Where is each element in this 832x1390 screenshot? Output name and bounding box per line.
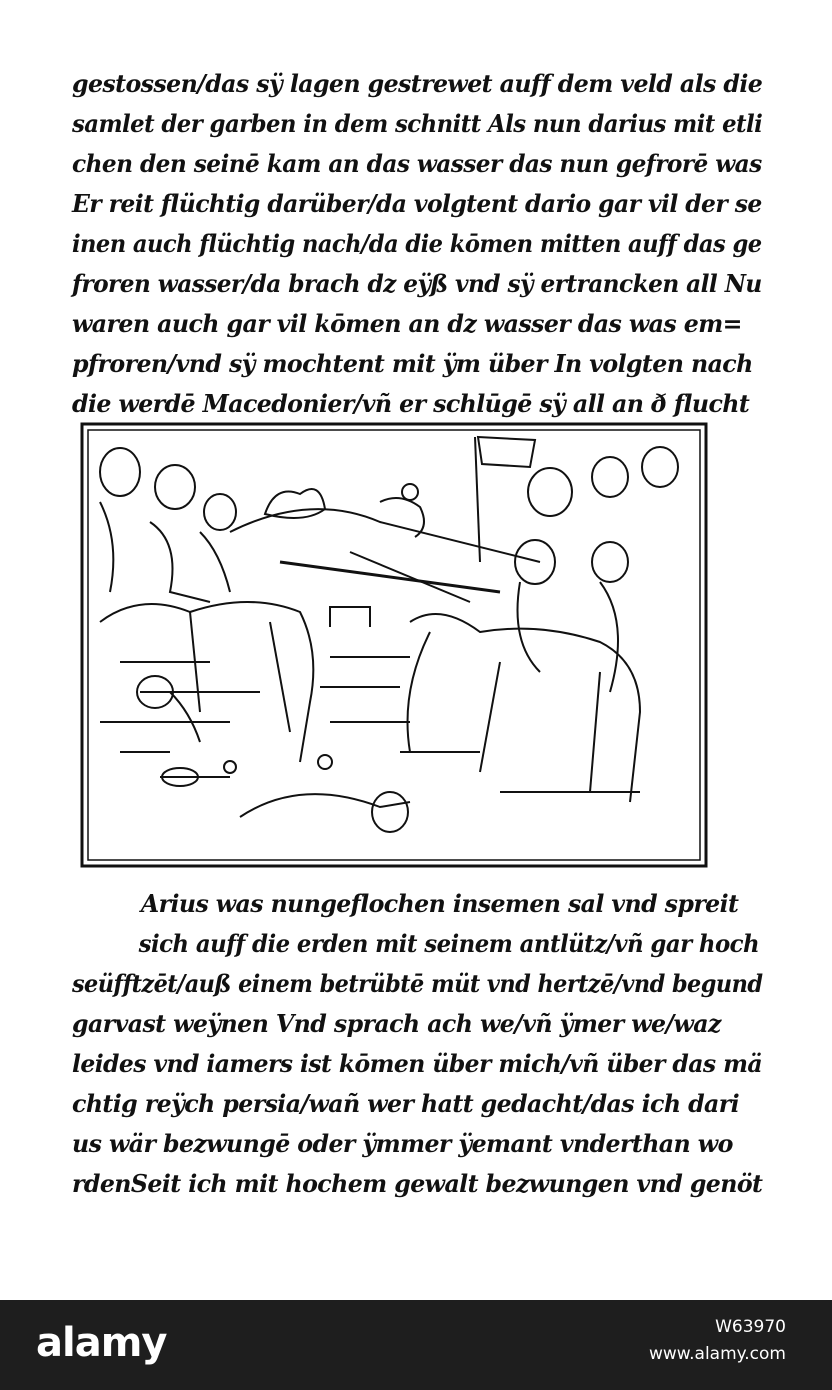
text-line: die werdē Macedonier/vñ er schlūgē sÿ all an ð flucht (72, 389, 750, 418)
text-line: gestossen/das sÿ lagen gestrewet auff dem veld als die (72, 69, 763, 98)
text-line: froren wasser/da brach dz eÿß vnd sÿ ertrancken all Nu (72, 269, 762, 298)
top-text-block (72, 64, 772, 424)
text-line: us wär bezwungē oder ÿmmer ÿemant vnderthan wo (72, 1129, 733, 1158)
text-line: sich auff die erden mit seinem antlütz/vñ gar hoch (138, 929, 760, 958)
woodcut-illustration (80, 422, 708, 868)
text-line: garvast weÿnen Vnd sprach ach we/vñ ÿmer we/waz (72, 1009, 721, 1038)
text-line: samlet der garben in dem schnitt Als nun darius mit etli (72, 109, 763, 138)
bottom-text-block (72, 884, 772, 1204)
text-line: leides vnd iamers ist kōmen über mich/vñ über das mä (72, 1049, 763, 1078)
text-line: Arius was nungeflochen insemen sal vnd spreit (140, 889, 739, 918)
text-line: inen auch flüchtig nach/da die kōmen mitten auff das ge (72, 229, 762, 258)
text-line: Er reit flüchtig darüber/da volgtent dario gar vil der se (72, 189, 762, 218)
text-line: rdenSeit ich mit hochem gewalt bezwungen vnd genöt (72, 1169, 763, 1198)
image-id: W63970 (715, 1317, 786, 1337)
stock-footer (0, 1300, 832, 1390)
text-line: chen den seinē kam an das wasser das nun gefrorē was (72, 149, 762, 178)
brand-logo: alamy (36, 1320, 167, 1366)
text-line: chtig reÿch persia/wañ wer hatt gedacht/das ich dari (72, 1089, 740, 1118)
text-line: seüfftzēt/auß einem betrübtē müt vnd hertzē/vnd begund (72, 969, 763, 998)
text-line: waren auch gar vil kōmen an dz wasser das was em= (72, 309, 742, 338)
footer-url[interactable]: www.alamy.com (648, 1344, 786, 1364)
text-line: pfroren/vnd sÿ mochtent mit ÿm über In volgten nach (72, 349, 753, 378)
